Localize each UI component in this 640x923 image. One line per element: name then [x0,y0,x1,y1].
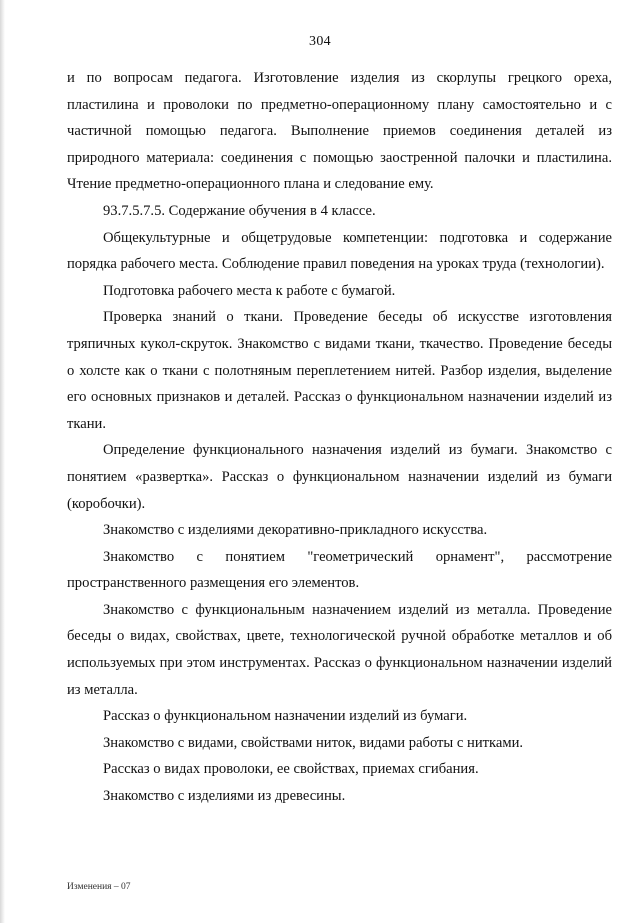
paragraph-metal: Знакомство с функциональным назначением изделий из металла. Проведение беседы о видах, свойствах, цвете, технологической ручной обработке металлов и об используемых при этом инструментах. Рассказ о функциональном назначении изделий из металла. [67,601,612,698]
page-number: 304 [309,34,331,49]
paragraph-competencies: Общекультурные и общетрудовые компетенции: подготовка и содержание порядка рабочего места. Соблюдение правил поведения на уроках труда (технологии). [67,229,612,273]
paragraph-wire: Рассказ о видах проволоки, ее свойствах, приемах сгибания. [103,761,479,778]
paragraph-paper-function: Определение функционального назначения изделий из бумаги. Знакомство с понятием «развертка». Рассказ о функциональном назначении изделий из бумаги (коробочки). [67,442,612,512]
footer-revision: Изменения – 07 [67,882,131,892]
section-heading-4th-grade: 93.7.5.7.5. Содержание обучения в 4 классе. [103,202,376,219]
paragraph-threads: Знакомство с видами, свойствами ниток, видами работы с нитками. [103,734,524,751]
paragraph-workplace-paper: Подготовка рабочего места к работе с бумагой. [103,282,396,299]
paragraph-decorative-art: Знакомство с изделиями декоративно-прикладного искусства. [103,522,488,539]
paragraph-fabric: Проверка знаний о ткани. Проведение беседы об искусстве изготовления тряпичных кукол-скруток. Знакомство с видами ткани, ткачество. Проведение беседы о холсте как о ткани с полотняным переплетением нитей. Разбор изделия, выделение его основных признаков и деталей. Рассказ о функциональном назначении изделий из ткани. [67,309,612,432]
paragraph-geometric-ornament: Знакомство с понятием "геометрический орнамент", рассмотрение пространственного размещения его элементов. [67,548,612,592]
paragraph-continuation: и по вопросам педагога. Изготовление изделия из скорлупы грецкого ореха, пластилина и проволоки по предметно-операционному плану самостоятельно и с частичной помощью педагога. Выполнение приемов соединения деталей из природного материала: соединения с помощью заостренной палочки и пластилина. Чтение предметно-операционного плана и следование ему. [67,70,612,193]
paragraph-paper-story: Рассказ о функциональном назначении изделий из бумаги. [103,708,468,725]
scan-edge [0,0,5,923]
body-text [67,65,612,810]
paragraph-wood: Знакомство с изделиями из древесины. [103,788,346,805]
